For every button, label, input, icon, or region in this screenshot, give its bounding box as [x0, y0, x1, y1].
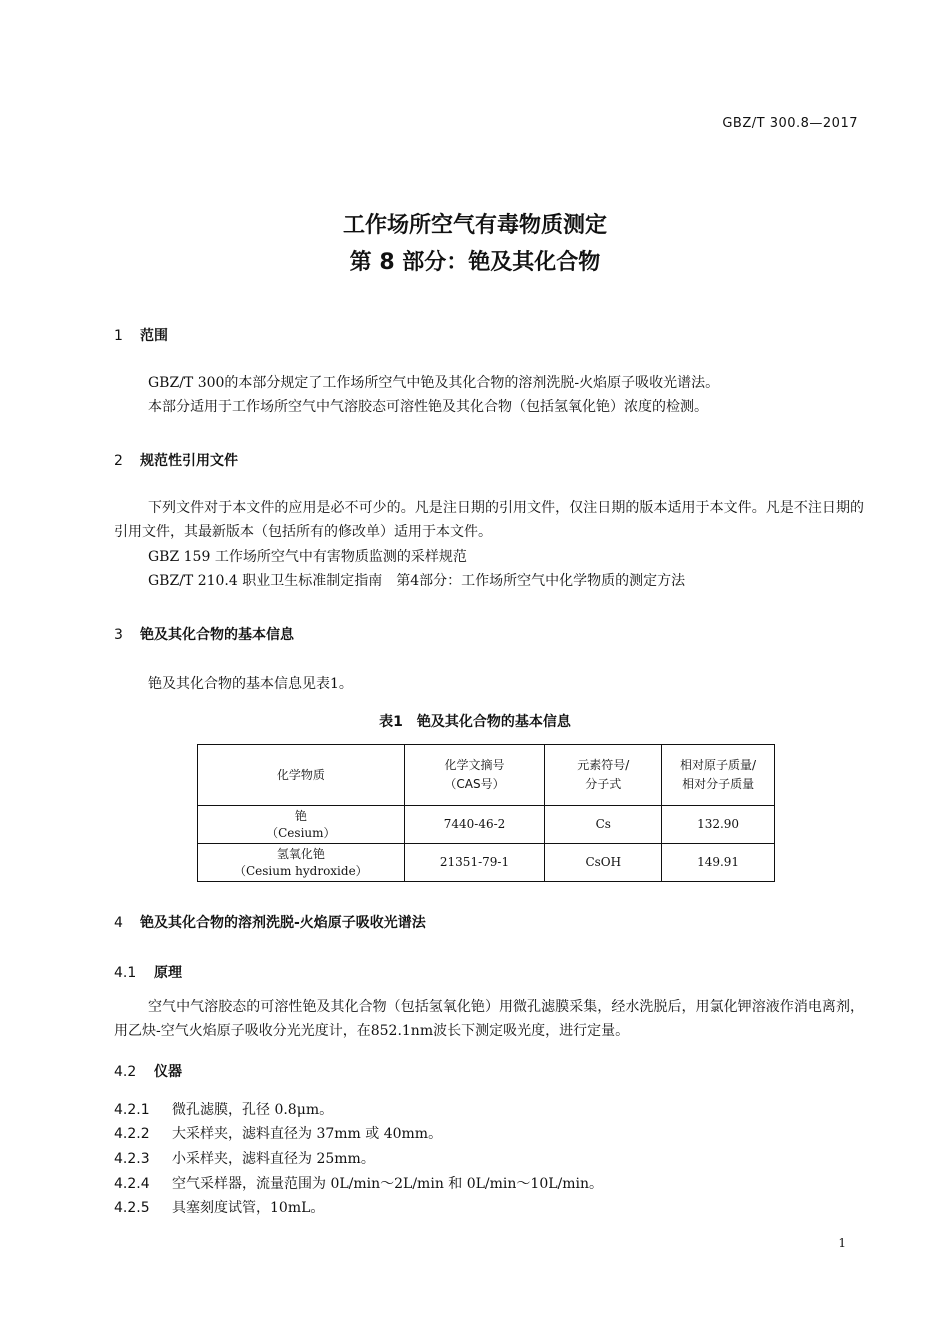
subsection-number: 4.2 [114, 1064, 137, 1080]
instrument-item [114, 1148, 375, 1168]
table-1 [197, 744, 775, 882]
cell-formula: Cs [545, 806, 662, 844]
section-title: 范围 [140, 328, 168, 344]
table-row [198, 806, 775, 844]
table-row [198, 844, 775, 882]
section-4-heading [114, 912, 426, 932]
section-3-paragraph: 铯及其化合物的基本信息见表1。 [148, 676, 353, 692]
item-text: 大采样夹，滤料直径为 37mm 或 40mm。 [172, 1126, 443, 1142]
normative-reference-1: GBZ 159 工作场所空气中有害物质监测的采样规范 [148, 549, 467, 565]
item-number: 4.2.3 [114, 1151, 150, 1167]
section-number: 4 [114, 915, 123, 931]
cell-mass: 149.91 [662, 844, 775, 882]
section-2-heading [114, 450, 238, 470]
cell-cas: 21351-79-1 [404, 844, 545, 882]
section-number: 1 [114, 328, 123, 344]
header-mass: 相对原子质量/ 相对分子质量 [662, 745, 775, 806]
section-1-paragraph-2: 本部分适用于工作场所空气中气溶胶态可溶性铯及其化合物（包括氢氧化铯）浓度的检测。 [148, 399, 708, 415]
section-number: 3 [114, 627, 123, 643]
subsection-title: 仪器 [154, 1064, 182, 1080]
standard-number: GBZ/T 300.8—2017 [722, 116, 858, 131]
subsection-title: 原理 [154, 965, 182, 981]
item-number: 4.2.2 [114, 1126, 150, 1142]
cell-formula: CsOH [545, 844, 662, 882]
cell-chemical: 铯 （Cesium） [198, 806, 405, 844]
section-title: 规范性引用文件 [140, 453, 238, 469]
instrument-item [114, 1197, 324, 1217]
subsection-4-1-heading [114, 962, 182, 982]
table-1-caption: 表1 铯及其化合物的基本信息 [379, 714, 571, 730]
header-formula: 元素符号/ 分子式 [545, 745, 662, 806]
instrument-item [114, 1123, 442, 1143]
header-chemical: 化学物质 [198, 745, 405, 806]
subsection-number: 4.1 [114, 965, 137, 981]
section-1-heading [114, 325, 168, 345]
section-number: 2 [114, 453, 123, 469]
normative-reference-2: GBZ/T 210.4 职业卫生标准制定指南 第4部分：工作场所空气中化学物质的测定方法 [148, 573, 686, 589]
cell-mass: 132.90 [662, 806, 775, 844]
instrument-item [114, 1099, 333, 1119]
item-number: 4.2.5 [114, 1200, 150, 1216]
header-cas: 化学文摘号 （CAS号） [404, 745, 545, 806]
table-header-row [198, 745, 775, 806]
cell-chemical: 氢氧化铯 （Cesium hydroxide） [198, 844, 405, 882]
section-3-heading [114, 624, 294, 644]
document-title-line2: 第 8 部分：铯及其化合物 [349, 250, 601, 275]
cell-cas: 7440-46-2 [404, 806, 545, 844]
section-2-paragraph: 下列文件对于本文件的应用是必不可少的。凡是注日期的引用文件，仅注日期的版本适用于本文件。凡是不注日期的引用文件，其最新版本（包括所有的修改单）适用于本文件。 [114, 500, 864, 540]
page-number: 1 [838, 1236, 846, 1250]
document-title-line1: 工作场所空气有毒物质测定 [342, 213, 607, 238]
item-number: 4.2.1 [114, 1102, 150, 1118]
item-text: 小采样夹，滤料直径为 25mm。 [172, 1151, 375, 1167]
section-title: 铯及其化合物的溶剂洗脱-火焰原子吸收光谱法 [140, 915, 426, 931]
instrument-item [114, 1173, 603, 1193]
section-1-paragraph-1: GBZ/T 300的本部分规定了工作场所空气中铯及其化合物的溶剂洗脱-火焰原子吸收光谱法。 [148, 375, 720, 391]
subsection-4-2-heading [114, 1061, 182, 1081]
item-number: 4.2.4 [114, 1176, 150, 1192]
item-text: 微孔滤膜，孔径 0.8μm。 [172, 1102, 334, 1118]
item-text: 具塞刻度试管，10mL。 [172, 1200, 325, 1216]
section-title: 铯及其化合物的基本信息 [140, 627, 294, 643]
principle-paragraph: 空气中气溶胶态的可溶性铯及其化合物（包括氢氧化铯）用微孔滤膜采集，经水洗脱后，用氯化钾溶液作消电离剂，用乙炔-空气火焰原子吸收分光光度计，在852.1nm波长下测定吸光度，进行定量。 [114, 999, 864, 1039]
item-text: 空气采样器，流量范围为 0L/min～2L/min 和 0L/min～10L/min。 [172, 1176, 604, 1192]
